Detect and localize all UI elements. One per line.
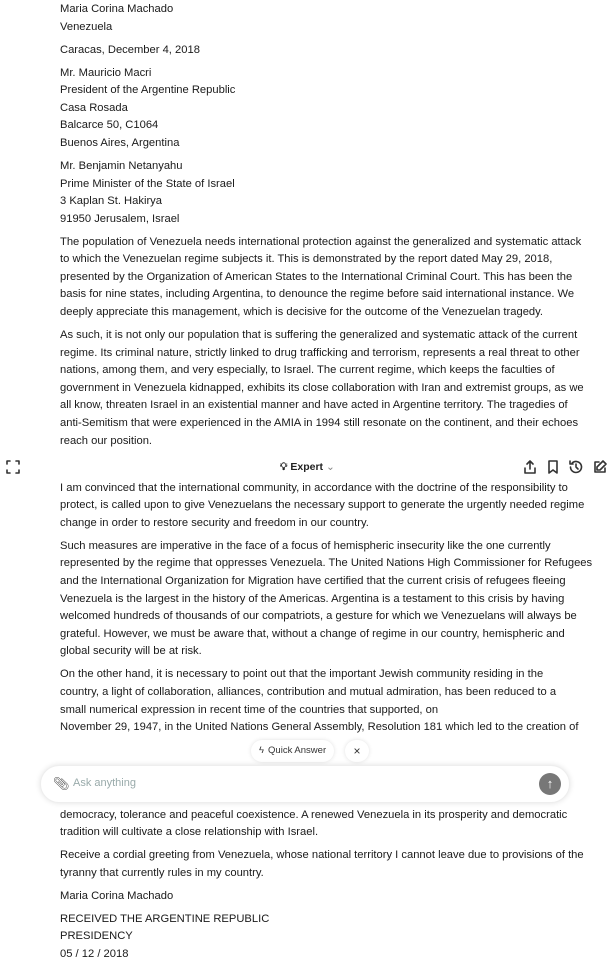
text-line: global security will be at risk.	[60, 645, 202, 658]
text-line: Such measures are imperative in the face of a focus of hemispheric insecurity like the one currently	[60, 539, 551, 552]
text-line: Balcarce 50, C1064	[60, 119, 159, 132]
text-line: Maria Corina Machado	[60, 3, 174, 15]
text-line: country, a light of collaboration, alliances, contribution and mutual admiration, has been reduced to a	[60, 685, 557, 698]
text-line: regime. Its criminal nature, strictly linked to drug trafficking and terrorism, represents a real threat to other	[60, 346, 580, 359]
text-line: government in Venezuela kidnapped, exhibits its close collaboration with Iran and extremist groups, as we	[60, 381, 584, 394]
quick-answer-label: Quick Answer	[268, 744, 327, 756]
text-line: 05 / 12 / 2018	[60, 948, 129, 961]
paragraph	[60, 538, 593, 661]
paragraph	[60, 888, 560, 906]
text-line: On the other hand, it is necessary to point out that the important Jewish community residing in the	[60, 668, 544, 681]
quick-answer-button[interactable]	[251, 740, 334, 762]
paragraph	[60, 911, 560, 964]
paragraph	[60, 158, 560, 228]
paragraph	[60, 65, 560, 153]
text-line: 3 Kaplan St. Hakirya	[60, 195, 162, 208]
quick-answer-close-button[interactable]: ×	[345, 740, 369, 762]
text-line: represented by the regime that oppresses Venezuela. The United Nations High Commissioner for Refugees	[60, 557, 593, 570]
chevron-down-icon: ⌄	[326, 460, 335, 473]
text-line: Mr. Benjamin Netanyahu	[60, 159, 183, 172]
text-line: all know, threaten Israel in an existential manner and have acted in Argentine territory. The tragedies of	[60, 399, 568, 412]
text-line: democracy, tolerance and peaceful coexistence. A renewed Venezuela in its prosperity and democratic	[60, 808, 568, 821]
paragraph	[60, 234, 582, 322]
paragraph	[60, 327, 584, 450]
letter-document	[53, 1, 593, 969]
text-line: Venezuela	[60, 20, 113, 33]
text-line: basis for nine states, including Argentina, to denounce the regime before said international instance. We	[60, 288, 575, 301]
bookmark-icon[interactable]	[545, 459, 561, 475]
edit-icon[interactable]	[592, 459, 608, 475]
text-line: Receive a cordial greeting from Venezuela, whose national territory I cannot leave due to provisions of the	[60, 849, 584, 862]
text-line: anti-Semitism that were experienced in the AMIA in 1994 still resonate on the continent, and their echoes	[60, 417, 579, 430]
text-line: Venezuela is the largest in the history of the Americas. Argentina is a testament to this crisis by having	[60, 592, 565, 605]
text-line: RECEIVED THE ARGENTINE REPUBLIC	[60, 912, 270, 925]
expand-icon[interactable]	[5, 459, 21, 475]
text-line: change in order to restore security and freedom in our country.	[60, 516, 369, 529]
attach-icon[interactable]: 📎︎	[53, 775, 70, 791]
text-line: small numerical expression in recent time of the countries that supported, on	[60, 703, 439, 716]
mode-label: Expert	[290, 460, 324, 473]
text-line: As such, it is not only our population that is suffering the generalized and systematic attack of the current	[60, 329, 578, 342]
text-line: nations, among them, and very especially, to Israel. The current regime, which keeps the faculties of	[60, 364, 555, 377]
lightbulb-icon: 💡︎	[280, 460, 288, 473]
text-line: I am convinced that the international community, in accordance with the doctrine of the responsibility to	[60, 481, 568, 494]
share-icon[interactable]	[522, 459, 538, 475]
send-button[interactable]	[539, 773, 561, 795]
lightning-icon: ϟ	[259, 744, 265, 756]
paragraph	[60, 847, 584, 882]
text-line: grateful. However, we must be aware that, without a change of regime in our country, hemispheric and	[60, 627, 565, 640]
toolbar	[0, 456, 613, 478]
text-line: The population of Venezuela needs international protection against the generalized and systematic attack	[60, 235, 582, 248]
quick-answer-row	[0, 739, 613, 763]
paragraph	[60, 42, 560, 60]
arrow-up-icon: ↑	[546, 775, 554, 791]
text-line: deeply appreciate this management, which is decisive for the outcome of the Venezuelan tragedy.	[60, 306, 544, 319]
text-line: and the International Organization for Migration have certified that the current crisis of refugees fleeing	[60, 574, 566, 587]
paragraph	[60, 1, 560, 36]
text-line: presented by the Organization of American States to the International Criminal Court. This has been the	[60, 270, 573, 283]
text-line: Maria Corina Machado	[60, 889, 174, 902]
ask-input[interactable]	[71, 776, 495, 790]
text-line: protect, is called upon to give Venezuelans the necessary support to generate the urgently needed regime	[60, 499, 585, 512]
paragraph	[53, 666, 579, 842]
text-line: Buenos Aires, Argentina	[60, 136, 180, 149]
text-line: Caracas, December 4, 2018	[60, 43, 200, 56]
text-line: reach our position.	[60, 434, 153, 447]
mode-selector[interactable]	[280, 459, 335, 475]
text-line: Casa Rosada	[60, 101, 128, 114]
text-line: President of the Argentine Republic	[60, 84, 236, 97]
history-icon[interactable]	[568, 459, 584, 475]
text-line: to which the Venezuelan regime subjects it. This is demonstrated by the report dated May 29, 2018,	[60, 253, 553, 266]
text-line: welcomed hundreds of thousands of our compatriots, a gesture for which we Venezuelans will always be	[60, 610, 577, 623]
text-line: tyranny that currently rules in my country.	[60, 866, 264, 879]
text-line: tradition will cultivate a close relationship with Israel.	[60, 826, 319, 839]
text-line: Mr. Mauricio Macri	[60, 66, 152, 79]
text-line: Prime Minister of the State of Israel	[60, 177, 235, 190]
text-line: 91950 Jerusalem, Israel	[60, 212, 180, 225]
paragraph	[60, 480, 585, 533]
text-line: PRESIDENCY	[60, 930, 133, 943]
chat-input-bar	[40, 765, 570, 803]
text-line: November 29, 1947, in the United Nations General Assembly, Resolution 181 which led to the creation of	[60, 721, 579, 734]
